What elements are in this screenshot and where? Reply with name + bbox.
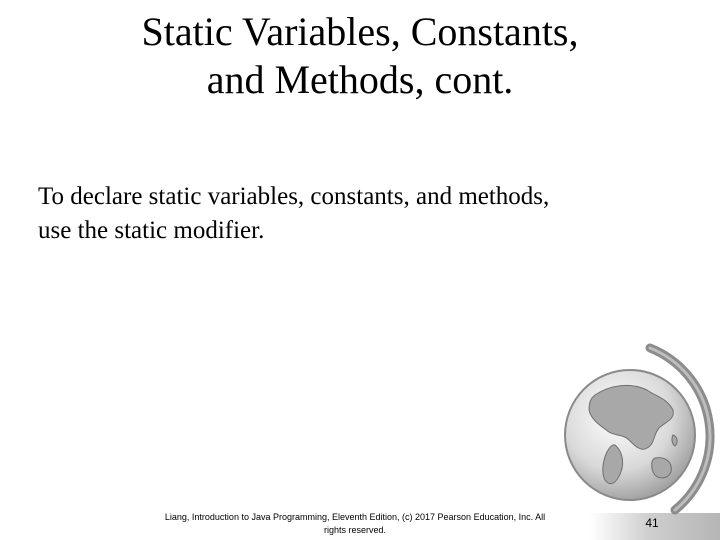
slide-footer (140, 511, 570, 537)
slide-title (60, 8, 660, 104)
body-line-2: use the static modifier. (38, 217, 265, 244)
footer-line-1: Liang, Introduction to Java Programming, Eleventh Edition, (c) 2017 Pearson Education, Inc. All (164, 512, 546, 522)
body-line-1: To declare static variables, constants, and methods, (38, 183, 550, 210)
title-line-2: and Methods, cont. (206, 57, 514, 102)
slide-body (38, 180, 678, 248)
page-number: 41 (645, 516, 659, 530)
title-line-1: Static Variables, Constants, (141, 9, 579, 54)
globe-icon (555, 340, 720, 540)
footer-line-2: rights reserved. (323, 525, 387, 535)
